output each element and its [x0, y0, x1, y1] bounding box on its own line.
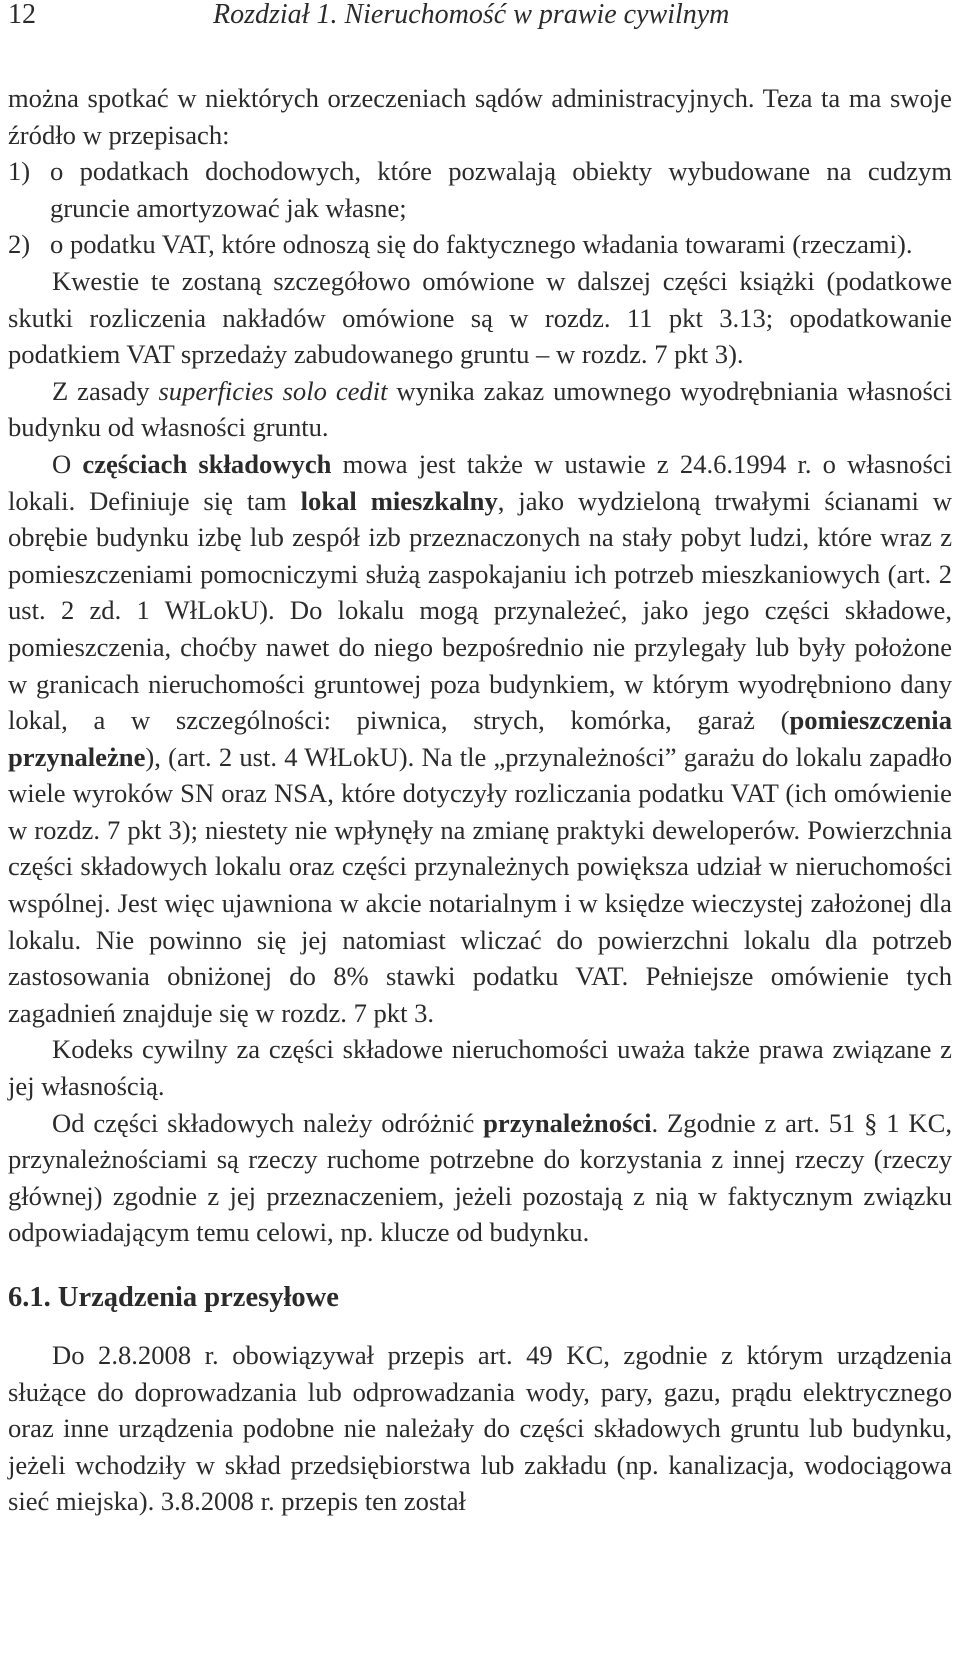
- text-run: Z zasady: [52, 375, 159, 406]
- paragraph: Kodeks cywilny za części składowe nieruchomości uważa także prawa związane z jej własnością.: [8, 1034, 952, 1102]
- bold-term: częściach składowych: [82, 448, 332, 479]
- text-run: , jako wydzieloną trwałymi ścianami w obrębie budynku izbę lub zespół izb przeznaczonych na stały pobyt ludzi, które wraz z pomieszczeniami pomocniczymi służą zaspokajaniu ich potrzeb mieszkaniowych (art. 2 ust. 2 zd. 1 WłLokU). Do lokalu mogą przynależeć, jako jego części składowe, pomieszczenia, choćby nawet do niego bezpośrednio nie przylegały lub były położone w granicach nieruchomości gruntowej poza budynkiem, w którym wyodrębniono dany lokal, a w szczególności: piwnica, strych, komórka, garaż (: [8, 485, 952, 736]
- text-run: mowa jest także w ustawie z 24.6.1994 r. o własności lokali. Definiuje się tam: [8, 448, 953, 516]
- paragraph: [8, 373, 952, 446]
- section-heading: 6.1. Urządzenia przesyłowe: [8, 1282, 339, 1313]
- paragraph: [8, 446, 952, 1032]
- paragraph: Do 2.8.2008 r. obowiązywał przepis art. 49 KC, zgodnie z którym urządzenia służące do doprowadzania lub odprowadzania wody, pary, gazu, prądu elektrycznego oraz inne urządzenia podobne nie należały do części składowych gruntu lub budynku, jeżeli wchodziły w skład przedsiębiorstwa lub zakładu (np. kanalizacja, wodociągowa sieć miejska). 3.8.2008 r. przepis ten został: [8, 1340, 952, 1517]
- list-item: [8, 226, 952, 263]
- text-run: ), (art. 2 ust. 4 WłLokU). Na tle „przynależności” garażu do lokalu zapadło wiele wyroków SN oraz NSA, które dotyczyły rozliczania podatku VAT (ich omówienie w rozdz. 7 pkt 3); niestety nie wpłynęły na zmianę praktyki deweloperów. Powierzchnia części składowych lokalu oraz części przynależnych powiększa udział w nieruchomości wspólnej. Jest więc ujawniona w akcie notarialnym i w księdze wieczystej założonej dla lokalu. Nie powinno się jej natomiast wliczać do powierzchni lokalu dla potrzeb zastosowania obniżonej do 8% stawki podatku VAT. Pełniejsze omówienie tych zagadnień znajduje się w rozdz. 7 pkt 3.: [8, 741, 952, 1028]
- paragraph: Kwestie te zostaną szczegółowo omówione w dalszej części książki (podatkowe skutki rozliczenia nakładów omówione są w rozdz. 11 pkt 3.13; opodatkowanie podatkiem VAT sprzedaży zabudowanego gruntu – w rozdz. 7 pkt 3).: [8, 265, 952, 370]
- list-number: 1): [8, 156, 31, 187]
- text-run: . Zgodnie z art. 51 § 1 KC, przynależnościami są rzeczy ruchome potrzebne do korzystania z innej rzeczy (rzeczy głównej) zgodnie z jej przeznaczeniem, jeżeli pozostają z nią w faktycznym związku odpowiadającym temu celowi, np. klucze od budynku.: [8, 1107, 952, 1248]
- bold-term: pomieszczenia przynależne: [8, 705, 952, 772]
- text-run: Od części składowych należy odróżnić: [52, 1107, 484, 1138]
- list-number: 2): [8, 229, 31, 260]
- chapter-title: Rozdział 1. Nieruchomość w prawie cywilnym: [213, 0, 730, 30]
- bold-term: przynależności: [483, 1107, 652, 1138]
- running-head: [8, 0, 952, 40]
- paragraph: [8, 1105, 952, 1251]
- page-number: 12: [8, 0, 36, 30]
- paragraph: można spotkać w niektórych orzeczeniach sądów administracyjnych. Teza ta ma swoje źródło w przepisach:: [8, 83, 952, 150]
- text-run: O: [52, 448, 83, 479]
- bold-term: lokal mieszkalny: [300, 485, 498, 516]
- body-text: [8, 80, 952, 1520]
- book-page: [8, 0, 953, 1517]
- latin-phrase: superficies solo cedit: [158, 375, 388, 406]
- list-item: [8, 153, 952, 226]
- list-text: o podatkach dochodowych, które pozwalają obiekty wybudowane na cudzym gruncie amortyzować jak własne;: [50, 156, 952, 223]
- list-text: o podatku VAT, które odnoszą się do faktycznego władania towarami (rzeczami).: [50, 229, 913, 260]
- text-run: wynika zakaz umownego wyodrębniania własności budynku od własności gruntu.: [8, 375, 952, 443]
